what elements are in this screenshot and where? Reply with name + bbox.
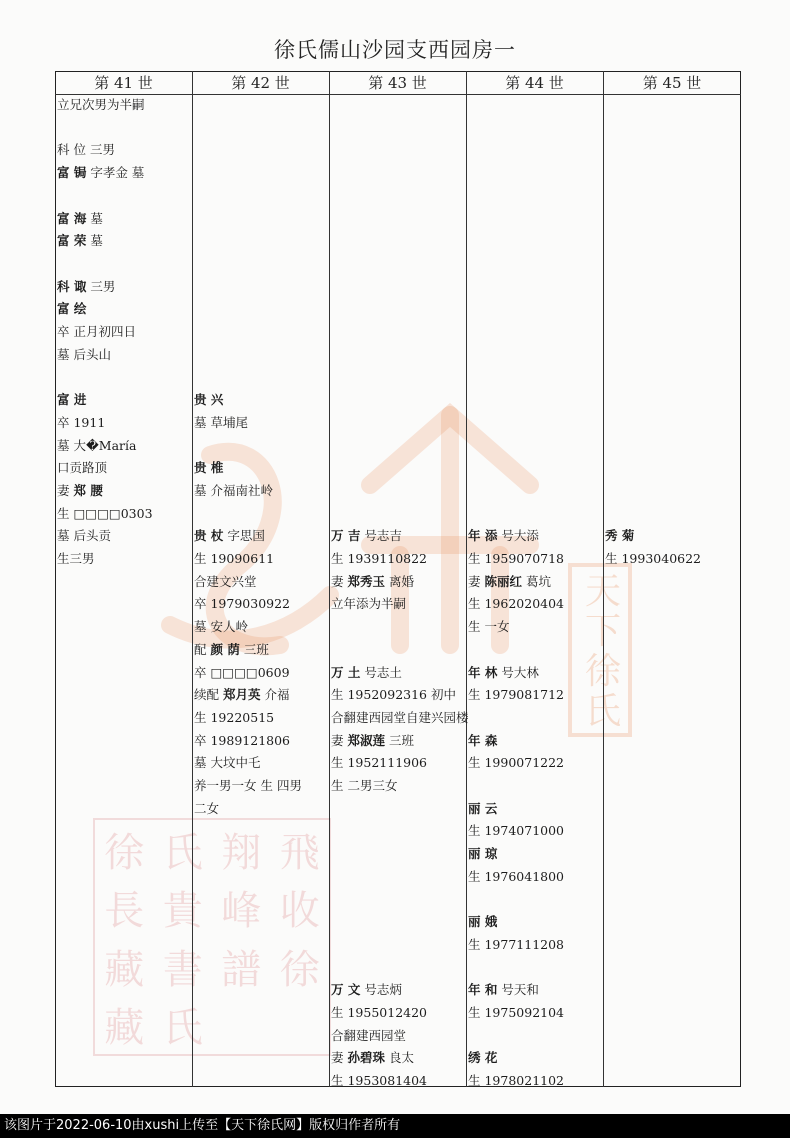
entry-text: 生 1990071222 [468,755,565,771]
person-name: 秀 菊 [605,528,635,544]
seal-char: 藏 [104,946,145,993]
seal-char: 藏 [104,1005,145,1052]
entry-line [468,1050,497,1066]
entry-line [331,596,406,612]
entry-text: 字孝金 墓 [86,165,145,181]
entry-text: 生 □□□□0303 [57,505,153,521]
entry-text: 号大林 [497,664,539,680]
person-name: 年 森 [468,732,498,748]
entry-line [331,551,427,567]
entry-text: 生 1953081404 [331,1073,428,1089]
column-header-45: 第 45 世 [642,74,702,92]
entry-text: 妻 [468,573,485,589]
entry-text: 生 1975092104 [468,1005,565,1020]
entry-text: 墓 大坟中乇 [194,755,261,771]
person-name: 富 绘 [57,301,87,317]
entry-line [57,165,144,181]
entry-line [468,937,564,953]
entry-line [194,392,223,408]
entry-text: 号天和 [497,982,539,998]
logo-char: 氏 [584,691,621,732]
entry-line [194,415,248,431]
entry-text: 墓 后头贡 [57,528,111,544]
entry-text: 卒 正月初四日 [57,324,136,339]
entry-line [468,619,509,635]
entry-line [57,233,103,249]
footer-copyright: 该图片于2022-06-10由xushi上传至【天下徐氏网】版权归作者所有 [0,1114,790,1138]
entry-line [57,551,95,567]
person-name: 绣 花 [468,1050,498,1066]
entry-text: 生 19220515 [194,709,275,725]
entry-text: 墓 [86,210,103,226]
seal-char: 徐 [104,829,145,876]
entry-text: 三男 [86,278,116,294]
entry-line [605,528,634,544]
entry-line [468,801,497,817]
person-name: 郑秀玉 [347,573,385,589]
entry-line [57,483,103,499]
entry-line [194,665,290,681]
entry-text: 生 1939110822 [331,551,428,566]
person-name: 丽 云 [468,800,498,816]
entry-line [194,460,223,476]
entry-line [57,301,86,317]
entry-text: 生 1962020404 [468,596,565,612]
person-name: 富 进 [57,392,87,408]
entry-text: 墓 介福南社岭 [194,482,273,498]
entry-text: 合建文兴堂 [194,573,257,589]
entry-text: 生 1979081712 [468,687,565,703]
person-name: 万 土 [331,664,361,680]
entry-line [57,438,136,454]
entry-line [194,574,257,590]
seal-char: 氏 [162,1005,203,1052]
entry-text: 墓 大�María [57,437,137,453]
entry-text: 二女 [194,800,220,816]
person-name: 科 诹 [57,278,87,294]
entry-text: 号志吉 [360,528,402,544]
entry-line [468,574,551,590]
entry-line [57,279,115,295]
logo-char: 徐 [584,651,621,692]
entry-text: 卒 1979030922 [194,596,291,612]
seal-char: 翔 [221,829,262,876]
entry-line [331,687,456,703]
seal-char: 收 [279,888,320,935]
entry-text: 生 1952092316 初中 [331,687,456,703]
seal-char: 飛 [279,829,320,876]
entry-text: 生 1955012420 [331,1005,428,1020]
entry-text: 生 1976041800 [468,868,565,884]
entry-line [468,528,539,544]
entry-text: 号志炳 [360,982,402,998]
entry-text: 立年添为半嗣 [331,596,407,612]
person-name: 郑淑莲 [347,732,385,748]
column-divider [466,71,467,1087]
entry-text: 科 位 三男 [57,142,115,158]
entry-line [194,528,265,544]
person-name: 年 和 [468,982,498,998]
entry-text: 卒 1989121806 [194,732,291,748]
entry-line [468,551,564,567]
person-name: 贵 杖 [194,528,224,544]
column-header-42: 第 42 世 [231,74,290,92]
entry-line [194,596,290,612]
entry-text: 生三男 [57,551,95,566]
entry-line [194,619,248,635]
person-name: 孙碧珠 [347,1050,385,1066]
entry-text: 妻 [331,732,348,748]
entry-line [605,551,701,567]
entry-line [194,733,290,749]
entry-line [194,778,302,794]
entry-line [468,755,564,771]
entry-line [57,528,111,544]
seal-char: 貴 [162,888,203,935]
entry-text: 合翻建西园堂自建兴园楼 [331,709,469,725]
person-name: 颜 荫 [210,641,240,657]
entry-text: 良太 [385,1050,414,1066]
entry-line [468,914,497,930]
person-name: 郑 腰 [73,482,103,498]
entry-text: 合翻建西园堂 [331,1027,407,1043]
column-divider [329,71,330,1087]
seal-char: 書 [162,946,203,993]
entry-text: 生 一女 [468,619,510,635]
entry-line [331,710,469,726]
entry-line [57,460,107,476]
person-name: 郑月英 [222,687,261,703]
entry-line [57,506,153,522]
entry-text: 生 1993040622 [605,551,702,566]
entry-text: 卒 1911 [57,414,106,430]
seal-char: 譜 [221,946,262,993]
entry-text: 续配 [194,687,223,703]
entry-line [468,687,564,703]
seal-char: 氏 [162,829,203,876]
entry-text: 三班 [239,641,269,657]
person-name: 年 添 [468,528,498,544]
column-header-43: 第 43 世 [368,74,427,92]
entry-text: 立兄次男为半嗣 [57,97,145,112]
entry-text: 生 二男三女 [331,778,398,793]
person-name: 万 文 [331,982,361,998]
entry-line [57,142,115,158]
entry-text: 墓 [86,233,103,249]
header-divider [55,94,741,95]
entry-text: 墓 安人岭 [194,619,248,635]
entry-text: 口贡路顶 [57,460,108,476]
column-header-44: 第 44 世 [505,74,564,92]
logo-char: 天 [584,571,621,612]
entry-line [57,392,86,408]
entry-line [194,642,269,658]
person-name: 陈丽红 [484,573,522,589]
entry-text: 生 1952111906 [331,755,428,771]
entry-line [468,1005,564,1021]
entry-line [468,733,497,749]
entry-line [194,687,289,703]
entry-line [468,596,564,612]
entry-line [331,755,427,771]
entry-line [468,665,539,681]
entry-text: 生 1978021102 [468,1073,565,1089]
entry-line [331,1005,427,1021]
entry-text: 介福 [260,687,290,703]
entry-line [331,1073,427,1089]
entry-text: 号大添 [497,528,539,544]
entry-line [468,823,564,839]
entry-line [194,483,273,499]
entry-line [331,982,402,998]
entry-text: 字思国 [223,528,265,544]
entry-line [57,211,103,227]
entry-text: 生 1959070718 [468,551,565,566]
person-name: 年 林 [468,664,498,680]
entry-text: 妻 [57,482,74,498]
person-name: 万 吉 [331,528,361,544]
entry-line [57,324,136,340]
entry-text: 离婚 [385,573,414,589]
person-name: 丽 娥 [468,914,498,930]
entry-line [468,846,497,862]
person-name: 丽 琼 [468,846,498,862]
entry-line [194,755,260,771]
person-name: 贵 椎 [194,460,224,476]
person-name: 富 荣 [57,233,87,249]
entry-text: 墓 草埔尾 [194,414,248,430]
entry-text: 生 1977111208 [468,936,565,952]
logo-char: 下 [584,611,621,652]
entry-text: 卒 □□□□0609 [194,664,290,680]
entry-text: 妻 [331,1050,348,1066]
entry-text: 妻 [331,573,348,589]
entry-line [331,1050,414,1066]
entry-text: 养一男一女 生 四男 [194,778,302,793]
person-name: 贵 兴 [194,392,224,408]
entry-line [57,415,105,431]
entry-line [331,528,402,544]
entry-text: 号志土 [360,664,402,680]
entry-line [468,982,539,998]
entry-line [331,778,397,794]
entry-text: 三班 [385,732,414,748]
seal-char: 峰 [221,888,262,935]
column-divider [603,71,604,1087]
entry-line [331,733,414,749]
column-header-41: 第 41 世 [94,74,153,92]
entry-text: 墓 后头山 [57,346,111,362]
entry-line [331,574,414,590]
entry-line [57,347,111,363]
entry-text: 生 19090611 [194,551,275,566]
seal-char: 徐 [279,946,320,993]
entry-text: 配 [194,641,211,657]
entry-line [468,869,564,885]
entry-line [331,665,402,681]
entry-text: 葛坑 [522,573,551,589]
entry-line [194,801,219,817]
entry-text: 生 1974071000 [468,823,565,839]
person-name: 富 海 [57,210,87,226]
page-title: 徐氏儒山沙园支西园房一 [274,38,516,62]
entry-line [57,97,145,113]
column-divider [192,71,193,1087]
entry-line [468,1073,564,1089]
entry-line [194,551,274,567]
seal-char: 長 [104,888,145,935]
entry-line [194,710,274,726]
person-name: 富 锔 [57,165,87,181]
entry-line [331,1028,406,1044]
